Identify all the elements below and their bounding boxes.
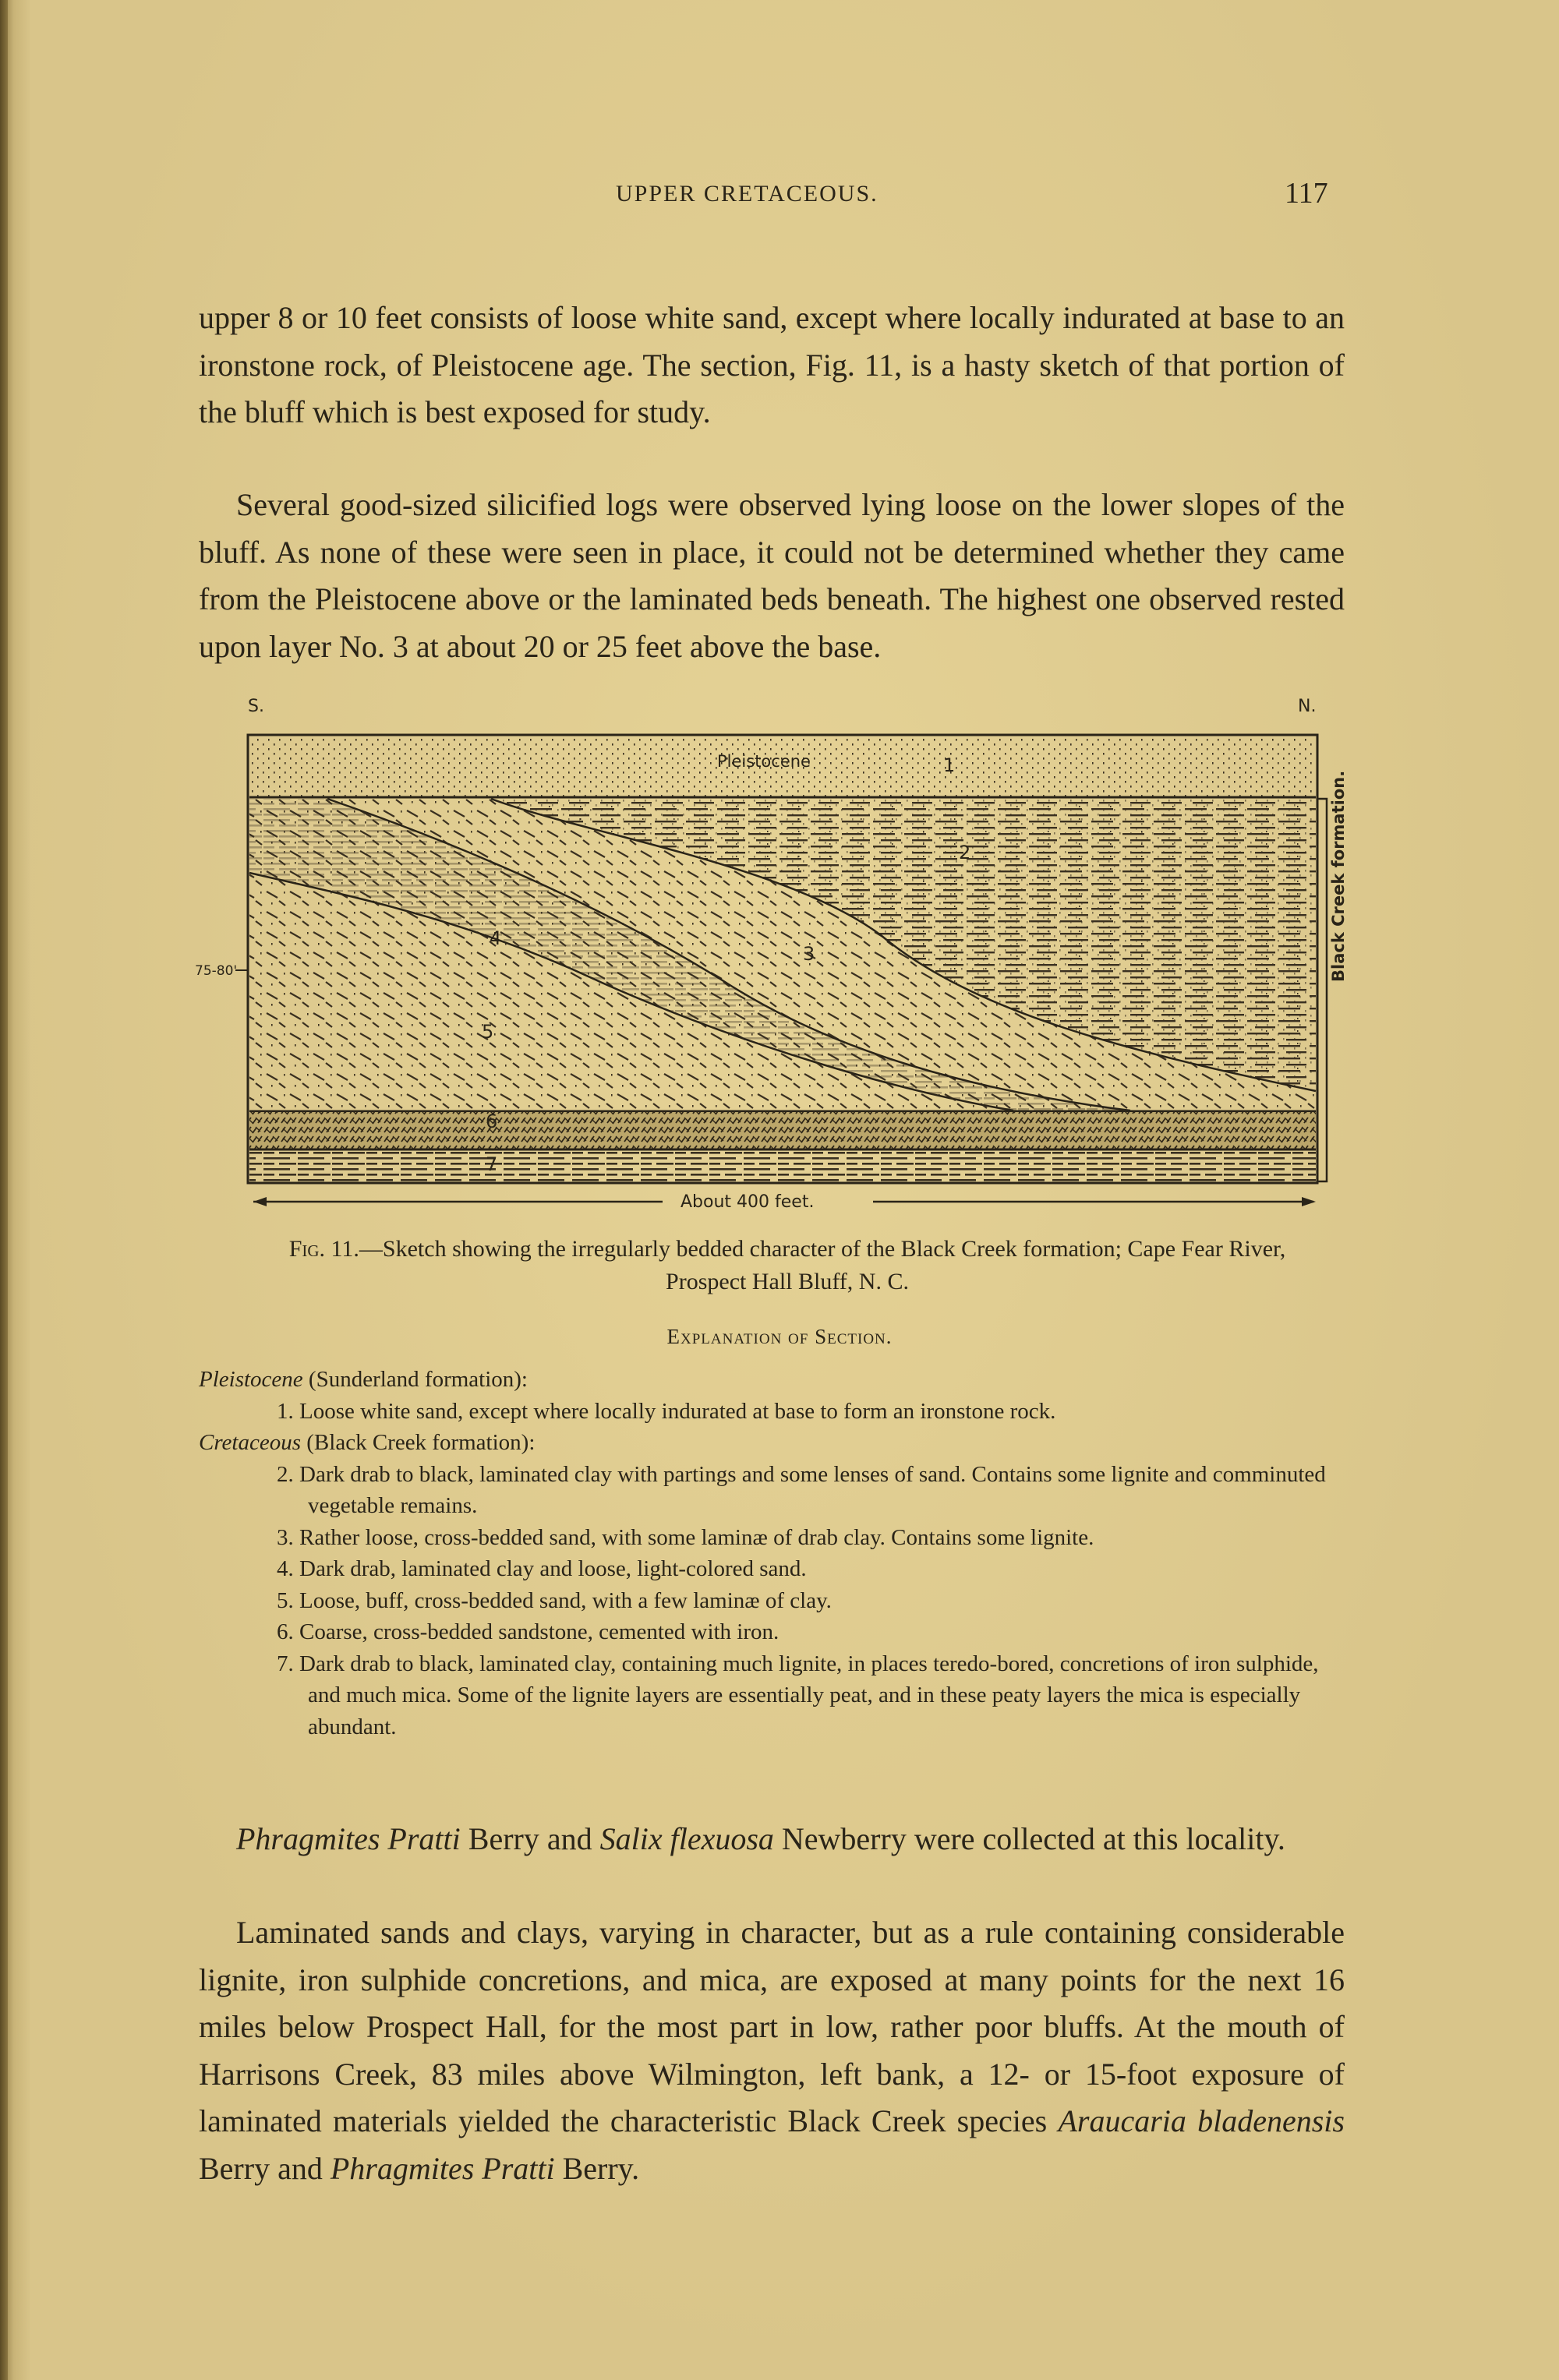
- paragraph-text: Several good-sized silicified logs were observed lying loose on the lower slopes of the bluff. As none of these were seen in place, it could not be determined whether they came from the Pleistocene above or the laminated beds beneath. The highest one observed rested upon layer No. 3 at about 20 or 25 feet above the base.: [199, 487, 1345, 664]
- layer-number-2: 2: [959, 842, 971, 863]
- explanation-title: Explanation of Section.: [666, 1325, 893, 1348]
- formation-label: (Black Creek formation):: [301, 1430, 536, 1455]
- figure-caption: [265, 1233, 1310, 1298]
- height-label: 75-80': [195, 963, 238, 979]
- paragraph-text: Berry.: [554, 2150, 640, 2186]
- running-head: UPPER CRETACEOUS.: [616, 181, 878, 207]
- book-spine-edge: [0, 0, 8, 2380]
- age-label: Cretaceous: [199, 1430, 302, 1455]
- layer-number-1: 1: [943, 754, 956, 776]
- group-heading-cretaceous: [199, 1427, 1352, 1459]
- explanation-item-5: 5. Loose, buff, cross-bedded sand, with a few laminæ of clay.: [277, 1587, 832, 1613]
- layer-number-7: 7: [486, 1153, 498, 1175]
- layer-number-6: 6: [486, 1111, 498, 1132]
- explanation-item-1: 1. Loose white sand, except where locally indurated at base to form an ironstone rock.: [277, 1398, 1056, 1424]
- direction-north-label: N.: [1298, 697, 1317, 716]
- explanation-item-4: 4. Dark drab, laminated clay and loose, light-colored sand.: [277, 1556, 807, 1581]
- explanation-item-6: 6. Coarse, cross-bedded sandstone, cemented with iron.: [277, 1619, 780, 1644]
- species-name: Phragmites Pratti: [330, 2150, 555, 2186]
- species-name: Phragmites Pratti: [236, 1821, 461, 1856]
- age-label: Pleistocene: [199, 1367, 303, 1392]
- explanation-item-7: 7. Dark drab to black, laminated clay, containing much lignite, in places teredo-bored, concretions of iron sulphide, and much mica. Some of the lignite layers are essentially peat, and in these peaty layers the mica is especially abundant.: [277, 1651, 1319, 1739]
- explanation-item-3: 3. Rather loose, cross-bedded sand, with some laminæ of drab clay. Contains some lignite.: [277, 1524, 1094, 1550]
- paragraph-text: Newberry were collected at this locality.: [773, 1821, 1285, 1856]
- paragraph-text: Berry and: [460, 1821, 600, 1856]
- scale-label: About 400 feet.: [681, 1192, 815, 1212]
- figure-11-section-sketch: [195, 686, 1380, 1216]
- species-name: Araucaria bladenensis: [1058, 2103, 1345, 2138]
- paragraph-text: Berry and: [199, 2150, 331, 2186]
- formation-brace: [1317, 799, 1327, 1181]
- paragraph-species-collected: [199, 1816, 1345, 1863]
- formation-label: (Sunderland formation):: [302, 1367, 528, 1392]
- page-number: 117: [1285, 177, 1328, 210]
- pleistocene-label: Pleistocene: [717, 752, 811, 771]
- explanation-item-2: 2. Dark drab to black, laminated clay with partings and some lenses of sand. Contains some lignite and comminuted vegetable remains.: [277, 1461, 1326, 1518]
- paragraph-silicified-logs: [199, 482, 1345, 670]
- layer-7-dark-clay: [249, 1151, 1316, 1182]
- paragraph-text: Laminated sands and clays, varying in character, but as a rule containing considerable lignite, iron sulphide concretions, and mica, are exposed at many points for the next 16 miles below Prospect Hall, for the most part in low, rather poor bluffs. At the mouth of Harrisons Creek, 83 miles above Wilmington, left bank, a 12- or 15-foot exposure of laminated materials yielded the characteristic Black Creek species: [199, 1915, 1345, 2138]
- species-name: Salix flexuosa: [599, 1821, 774, 1856]
- explanation-of-section: [199, 1364, 1352, 1743]
- caption-text: —Sketch showing the irregularly bedded character of the Black Creek formation; Cape Fear River, Prospect Hall Bluff, N. C.: [359, 1236, 1286, 1294]
- black-creek-formation-label: Black Creek formation.: [1329, 770, 1348, 982]
- figure-number: Fig. 11.: [288, 1236, 359, 1262]
- paragraph-continuation: upper 8 or 10 feet consists of loose white sand, except where locally indurated at base to an ironstone rock, of Pleistocene age. The section, Fig. 11, is a hasty sketch of that portion of the bluff which is best exposed for study.: [199, 300, 1345, 429]
- paragraph-laminated-sands: [199, 1909, 1345, 2192]
- direction-south-label: S.: [248, 697, 264, 716]
- layer-number-3: 3: [803, 943, 815, 965]
- layer-number-5: 5: [482, 1021, 494, 1043]
- group-heading-pleistocene: [199, 1364, 1352, 1396]
- layer-number-4: 4: [490, 927, 502, 949]
